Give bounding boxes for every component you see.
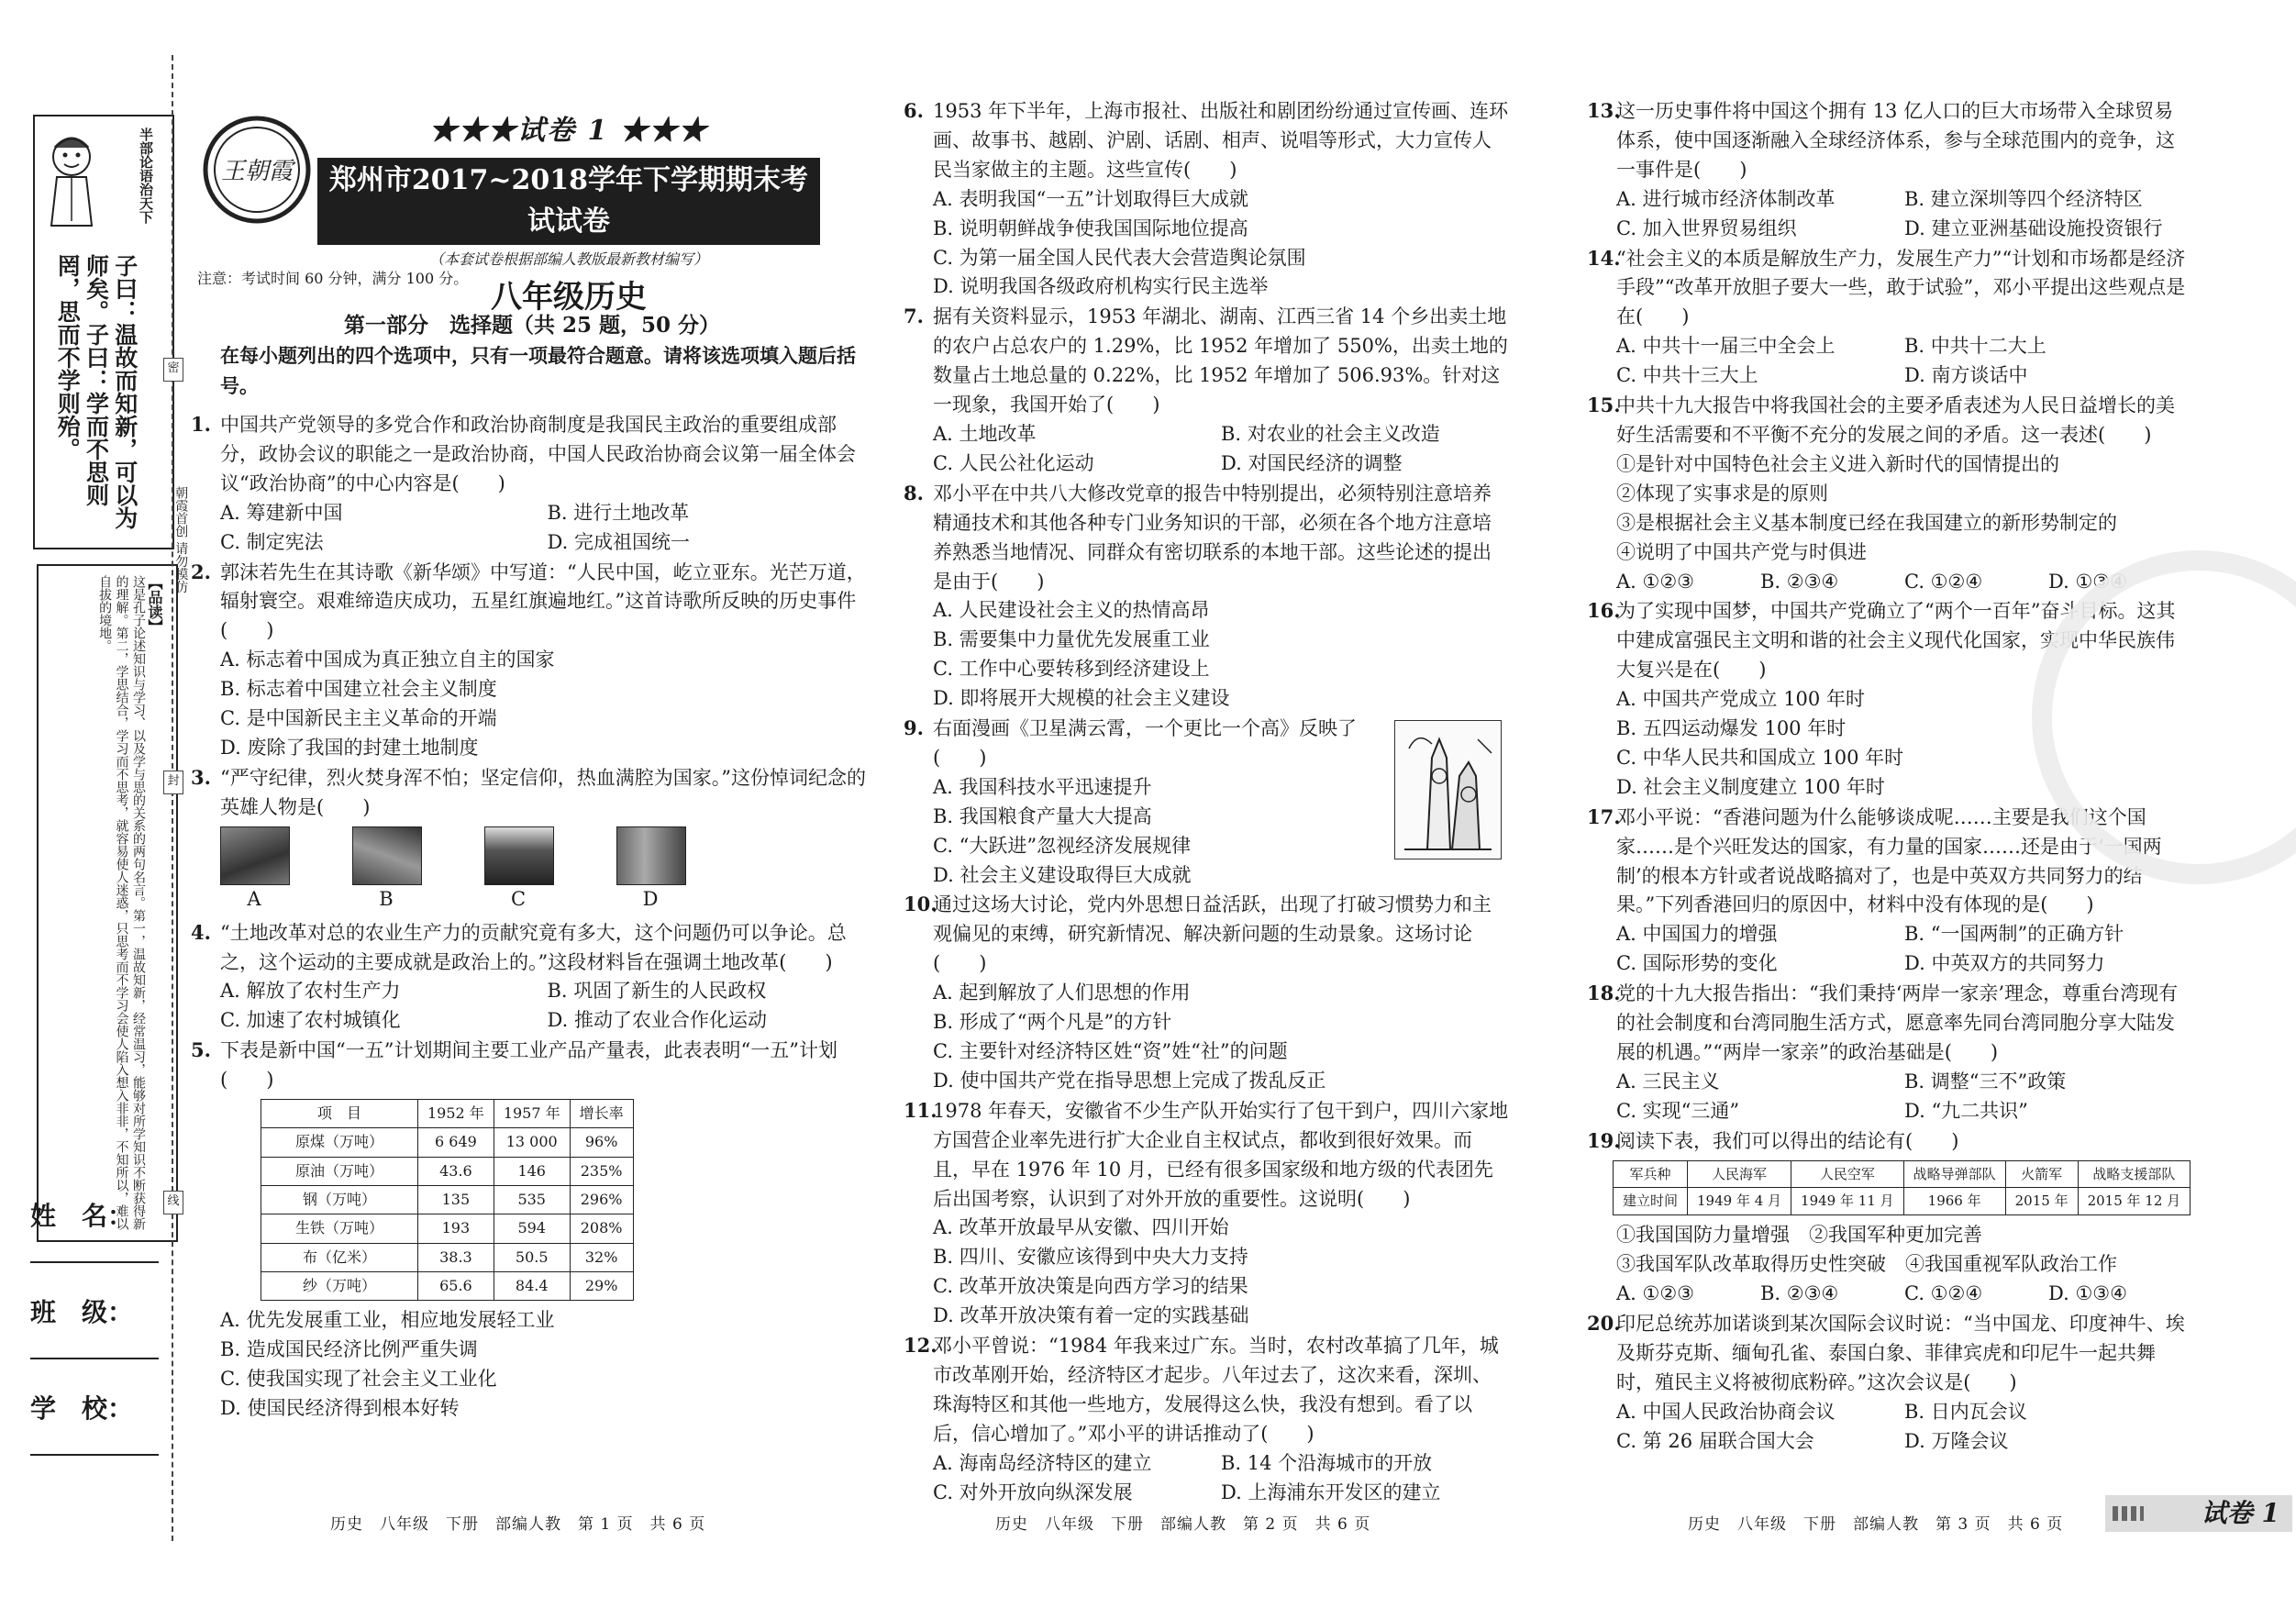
seal-mark: 线 bbox=[163, 1191, 183, 1214]
option-d[interactable]: D. ①③④ bbox=[2048, 1282, 2127, 1305]
exam-notice: 注意：考试时间 60 分钟，满分 100 分。 bbox=[197, 270, 469, 287]
option-a[interactable]: A. 海南岛经济特区的建立 bbox=[933, 1451, 1152, 1474]
question-15: 15.中共十九大报告中将我国社会的主要矛盾表述为人民日益增长的美好生活需要和不平衡不充分的发展之间的矛盾。这一表述( ) bbox=[1587, 394, 2175, 446]
question-10: 10.通过这场大讨论，党内外思想日益活跃，出现了打破习惯势力和主观偏见的束缚，研究新情况、解决新问题的生动景象。这场讨论( ) bbox=[904, 893, 1492, 975]
page-footer-2: 历史 八年级 下册 部编人教 第 2 页 共 6 页 bbox=[995, 1515, 1371, 1534]
paper-tag: 试卷 1 bbox=[2105, 1495, 2292, 1532]
name-label: 姓 名： bbox=[30, 1201, 134, 1231]
options bbox=[191, 499, 874, 558]
half-badge bbox=[40, 124, 154, 243]
school-field[interactable] bbox=[30, 1390, 159, 1486]
question-1: 1. 中国共产党领导的多党合作和政治协商制度是我国民主政治的重要组成部分，政协会议的职能之一是政治协商，中国人民政治协商会议第一届全体会议“政治协商”的中心内容是( ) bbox=[191, 413, 856, 494]
question-11: 11.1978 年春天，安徽省不少生产队开始实行了包干到户，四川六家地方国营企业率先进行扩大企业自主权试点，都收到很好效果。而且，早在 1976 年 10 月，已经有很多国家级和地方级的代表团先后出国考察，认识到了对外开放的重要性。这说明( ) bbox=[904, 1098, 1509, 1210]
option-a[interactable]: A. 三民主义 bbox=[1616, 1070, 1720, 1092]
option-c[interactable]: C. 第 26 届联合国大会 bbox=[1616, 1429, 1814, 1452]
question-18: 18.党的十九大报告指出：“我们秉持‘两岸一家亲’理念，尊重台湾现有的社会制度和台湾同胞生活方式，愿意率先同台湾同胞分享大陆发展的机遇。”“两岸一家亲”的政治基础是( ) bbox=[1587, 981, 2179, 1063]
school-label: 学 校： bbox=[30, 1393, 134, 1424]
exam-title: 郑州市2017~2018学年下学期期末考试试卷 bbox=[317, 158, 820, 245]
hero-photo-d bbox=[616, 826, 686, 885]
option-c[interactable]: C. 制定宪法 bbox=[220, 530, 324, 553]
question-13: 13.这一历史事件将中国这个拥有 13 亿人口的巨大市场带入全球贸易体系，使中国逐渐融入全球经济体系，参与全球范围内的竞争，这一事件是( ) bbox=[1587, 99, 2175, 181]
part-title: 第一部分 选择题（共 25 题，50 分） bbox=[343, 313, 721, 338]
option-b[interactable]: B. 说明朝鲜战争使我国国际地位提高 bbox=[933, 216, 1248, 239]
table-row: 原煤（万吨） 6 649 13 000 96% bbox=[261, 1128, 634, 1157]
question-2: 2. 郭沫若先生在其诗歌《新华颂》中写道：“人民中国，屹立亚东。光芒万道，辐射寰空。艰难缔造庆成功，五星红旗遍地红。”这首诗歌所反映的历史事件( ) bbox=[191, 560, 866, 642]
statement-2: ②体现了实事求是的原则 bbox=[1616, 482, 1828, 505]
table-row: 建立时间 1949 年 4 月 1949 年 11 月 1966 年 2015 年 2015 年 12 月 bbox=[1614, 1188, 2191, 1215]
option-a[interactable]: A. 表明我国“一五”计划取得巨大成就 bbox=[933, 187, 1248, 210]
part-instruction: 在每小题列出的四个选项中，只有一项最符合题意。请将该选项填入题后括号。 bbox=[220, 344, 856, 397]
option-d[interactable]: D. 建立亚洲基础设施投资银行 bbox=[1904, 216, 2163, 239]
options bbox=[904, 596, 1509, 714]
question-17: 17.邓小平说：“香港问题为什么能够谈成呢……主要是我们这个国家……是个兴旺发达的国家，有力量的国家……还是由于‘一国两制’的根本方针或者说战略搞对了，也是中英双方共同努力的结果。”下列香港回归的原因中，材料中没有体现的是( ) bbox=[1587, 804, 2162, 916]
option-a[interactable]: A. 中国共产党成立 100 年时 bbox=[1616, 688, 1865, 711]
option-b[interactable]: B. 标志着中国建立社会主义制度 bbox=[220, 678, 497, 701]
statement-1: ①是针对中国特色社会主义进入新时代的国情提出的 bbox=[1616, 452, 2059, 475]
option-c[interactable]: C. 工作中心要转移到经济建设上 bbox=[933, 658, 1210, 681]
class-label: 班 级： bbox=[30, 1297, 134, 1327]
option-c[interactable]: C. 使我国实现了社会主义工业化 bbox=[220, 1368, 497, 1391]
brand-logo-icon bbox=[197, 110, 316, 229]
dots-icon bbox=[2113, 1506, 2144, 1521]
subject-title: 八年级历史 bbox=[491, 279, 647, 316]
option-b[interactable]: B. 日内瓦会议 bbox=[1904, 1400, 2027, 1423]
options bbox=[904, 979, 1509, 1096]
question-7: 7. 据有关资料显示，1953 年湖北、湖南、江西三省 14 个乡出卖土地的农户占总农户的 1.29%，比 1952 年增加了 550%，出卖土地的数量占土地总量的 0.22%，比 1952 年增加了 506.93%。针对这一现象，我国开始了( ) bbox=[904, 305, 1508, 416]
option-a[interactable]: A. 中国人民政治协商会议 bbox=[1616, 1400, 1836, 1423]
option-d[interactable]: D. 推动了农业合作化运动 bbox=[547, 1009, 767, 1032]
option-c[interactable]: C. ①②④ bbox=[1904, 570, 1983, 593]
question-6: 6. 1953 年下半年，上海市报社、出版社和剧团纷纷通过宣传画、连环画、故事书、越剧、沪剧、话剧、相声、说唱等形式，大力宣传人民当家做主的主题。这些宣传( ) bbox=[904, 99, 1509, 181]
table-row: 生铁（万吨） 193 594 208% bbox=[261, 1214, 634, 1243]
option-b[interactable]: B. 对农业的社会主义改造 bbox=[1221, 422, 1440, 445]
brand-name: 王朝霞 bbox=[220, 158, 294, 185]
paper-header bbox=[312, 110, 826, 316]
option-b[interactable]: B. 需要集中力量优先发展重工业 bbox=[933, 628, 1210, 651]
option-d[interactable]: D. 使中国共产党在指导思想上完成了拨乱反正 bbox=[933, 1069, 1326, 1092]
statement-3: ③是根据社会主义基本制度已经在我国建立的新形势制定的 bbox=[1616, 511, 2117, 534]
options bbox=[191, 646, 874, 763]
option-b[interactable]: B. 我国粮食产量大大提高 bbox=[933, 804, 1152, 827]
option-a[interactable]: A. 中国国力的增强 bbox=[1616, 923, 1778, 946]
page-footer-1: 历史 八年级 下册 部编人教 第 1 页 共 6 页 bbox=[330, 1515, 706, 1534]
statement-row: ③我国军队改革取得历史性突破 ④我国重视军队政治工作 bbox=[1616, 1253, 2117, 1276]
option-b[interactable]: B. 形成了“两个凡是”的方针 bbox=[933, 1011, 1172, 1034]
option-d[interactable]: D. 完成祖国统一 bbox=[547, 530, 690, 553]
option-b[interactable]: B. 造成国民经济比例严重失调 bbox=[220, 1338, 478, 1361]
statement-4: ④说明了中国共产党与时俱进 bbox=[1616, 540, 1867, 563]
table-row: 布（亿米） 38.3 50.5 32% bbox=[261, 1243, 634, 1271]
option-b[interactable]: B. 建立深圳等四个经济特区 bbox=[1904, 187, 2143, 210]
option-b[interactable]: B. 进行土地改革 bbox=[547, 501, 690, 524]
option-d[interactable]: D. 社会主义建设取得巨大成就 bbox=[933, 863, 1192, 886]
question-16: 16.为了实现中国梦，中国共产党确立了“两个一百年”奋斗目标。这其中建成富强民主文明和谐的社会主义现代化国家，实现中华民族伟大复兴是在( ) bbox=[1587, 599, 2176, 682]
photo-option-c[interactable]: C bbox=[484, 826, 552, 915]
options bbox=[1587, 1398, 2192, 1457]
option-c[interactable]: C. 实现“三通” bbox=[1616, 1099, 1740, 1122]
option-c[interactable]: C. 加速了农村城镇化 bbox=[220, 1009, 401, 1032]
statement-row: ①我国国防力量增强 ②我国军种更加完善 bbox=[1616, 1224, 1982, 1247]
option-a[interactable]: A. 我国科技水平迅速提升 bbox=[933, 775, 1152, 798]
hero-photo-a bbox=[220, 826, 290, 885]
seal-mark: 密 bbox=[163, 358, 183, 382]
option-d[interactable]: D. “九二共识” bbox=[1904, 1099, 2028, 1122]
option-b[interactable]: B. 巩固了新生的人民政权 bbox=[547, 980, 767, 1003]
option-a[interactable]: A. 进行城市经济体制改革 bbox=[1616, 187, 1836, 210]
option-c[interactable]: C. ①②④ bbox=[1904, 1282, 1983, 1305]
option-a[interactable]: A. 标志着中国成为真正独立自主的国家 bbox=[220, 649, 555, 671]
commentary-text: 这是孔子论述知识与学习、以及学与思的关系的两句名言。第一，温故知新，经常温习，能够对所学知识不断获得新的理解。第二，学思结合，学习而不思考，就容易使人迷惑，只思考而不学习会使人陷入想入非非，不知所以，难以自拔的境地。 bbox=[97, 575, 146, 1230]
option-c[interactable]: C. 改革开放决策是向西方学习的结果 bbox=[933, 1275, 1248, 1298]
page-footer-3: 历史 八年级 下册 部编人教 第 3 页 共 6 页 bbox=[1688, 1515, 2064, 1534]
military-table: 军兵种 人民海军 人民空军 战略导弹部队 火箭军 战略支援部队 建立时间 1949 年 4 月 1949 年 11 月 1966 年 2015 年 2015 年 12 月 bbox=[1613, 1160, 2191, 1216]
option-b[interactable]: B. 四川、安徽应该得到中央大力支持 bbox=[933, 1246, 1248, 1269]
options bbox=[904, 185, 1509, 303]
exam-subtitle: （本套试卷根据部编人教版最新教材编写） bbox=[428, 250, 708, 268]
option-b[interactable]: B. 五四运动爆发 100 年时 bbox=[1616, 717, 1847, 740]
hero-photo-c bbox=[484, 826, 554, 885]
option-d[interactable]: D. 废除了我国的封建土地制度 bbox=[220, 736, 479, 759]
option-b[interactable]: B. 调整“三不”政策 bbox=[1904, 1070, 2067, 1092]
option-c[interactable]: C. 为第一届全国人民代表大会营造舆论氛围 bbox=[933, 246, 1306, 269]
copyright-label: 朝霞首创 请勿模仿 bbox=[173, 486, 189, 593]
option-d[interactable]: D. 中英双方的共同努力 bbox=[1904, 952, 2105, 975]
question-20: 20.印尼总统苏加诺谈到某次国际会议时说：“当中国龙、印度神牛、埃及斯芬克斯、缅甸孔雀、泰国白象、菲律宾虎和印尼牛一起共舞时，殖民主义将被彻底粉碎。”这次会议是( ) bbox=[1587, 1311, 2185, 1393]
photo-option-d[interactable]: D bbox=[616, 826, 684, 915]
production-table: 项 目 1952 年 1957 年 增长率 原煤（万吨） 6 649 13 000 96% 原油（万吨） 43.6 146 235% 钢（万吨） 135 535 296% 生铁（万吨） 193 594 208% 布（亿米） 38.3 50.5 32% 纱（万吨） 65.6 84.4 29% bbox=[261, 1099, 634, 1301]
option-d[interactable]: D. 使国民经济得到根本好转 bbox=[220, 1396, 460, 1419]
photo-options bbox=[191, 826, 874, 915]
motto-box bbox=[33, 115, 174, 549]
paper-number: ★★★试卷 1 ★★★ bbox=[429, 115, 708, 147]
half-quote: 半部论语治天下 bbox=[138, 128, 154, 224]
option-b[interactable]: B. 中共十二大上 bbox=[1904, 335, 2046, 358]
option-c[interactable]: C. 对外开放向纵深发展 bbox=[933, 1481, 1133, 1503]
option-a[interactable]: A. 解放了农村生产力 bbox=[220, 980, 401, 1003]
options bbox=[191, 977, 874, 1036]
statements bbox=[1587, 1221, 2192, 1309]
photo-option-b[interactable]: B bbox=[352, 826, 420, 915]
option-d[interactable]: D. 上海浦东开发区的建立 bbox=[1221, 1481, 1441, 1503]
commentary-box bbox=[37, 564, 178, 1242]
motto-text: 子曰：温故而知新，可以为师矣。子曰：学而不思则罔，思而不学则殆。 bbox=[54, 254, 139, 529]
question-19: 19.阅读下表，我们可以得出的结论有( ) bbox=[1587, 1128, 1959, 1152]
options bbox=[191, 1306, 874, 1424]
option-d[interactable]: D. 改革开放决策有着一定的实践基础 bbox=[933, 1304, 1249, 1327]
options bbox=[904, 1449, 1509, 1508]
table-row: 纱（万吨） 65.6 84.4 29% bbox=[261, 1271, 634, 1300]
options bbox=[1587, 1068, 2192, 1126]
option-c[interactable]: C. 中共十三大上 bbox=[1616, 364, 1758, 387]
cut-line bbox=[172, 55, 173, 1541]
options bbox=[904, 420, 1509, 479]
option-a[interactable]: A. 起到解放了人们思想的作用 bbox=[933, 981, 1191, 1004]
option-a[interactable]: A. ①②③ bbox=[1616, 570, 1694, 593]
option-a[interactable]: A. 优先发展重工业，相应地发展轻工业 bbox=[220, 1309, 555, 1332]
student-info-form bbox=[30, 1197, 159, 1486]
option-d[interactable]: D. 说明我国各级政府机构实行民主选举 bbox=[933, 275, 1269, 298]
seal-mark: 封 bbox=[163, 771, 183, 794]
option-a[interactable]: A. ①②③ bbox=[1616, 1282, 1694, 1305]
option-b[interactable]: B. “一国两制”的正确方针 bbox=[1904, 923, 2124, 946]
option-c[interactable]: C. 国际形势的变化 bbox=[1616, 952, 1778, 975]
question-3: 3. “严守纪律，烈火焚身浑不怕；坚定信仰，热血满腔为国家。”这份悼词纪念的英雄人物是( ) bbox=[191, 765, 866, 818]
option-c[interactable]: C. 人民公社化运动 bbox=[933, 451, 1094, 474]
confucius-cartoon-icon bbox=[44, 129, 99, 230]
option-d[interactable]: D. ①③④ bbox=[2048, 570, 2127, 593]
option-a[interactable]: A. 土地改革 bbox=[933, 422, 1037, 445]
option-b[interactable]: B. ②③④ bbox=[1760, 570, 1839, 593]
option-d[interactable]: D. 即将展开大规模的社会主义建设 bbox=[933, 687, 1230, 710]
options bbox=[1587, 920, 2192, 979]
options bbox=[1587, 185, 2192, 244]
class-field[interactable] bbox=[30, 1293, 159, 1390]
option-c[interactable]: C. “大跃进”忽视经济发展规律 bbox=[933, 834, 1192, 857]
option-d[interactable]: D. 南方谈话中 bbox=[1904, 364, 2028, 387]
photo-option-a[interactable]: A bbox=[220, 826, 288, 915]
option-a[interactable]: A. 改革开放最早从安徽、四川开始 bbox=[933, 1216, 1229, 1239]
table-row: 原油（万吨） 43.6 146 235% bbox=[261, 1157, 634, 1185]
option-d[interactable]: D. 对国民经济的调整 bbox=[1221, 451, 1403, 474]
option-c[interactable]: C. 主要针对经济特区姓“资”姓“社”的问题 bbox=[933, 1040, 1288, 1062]
question-8: 8. 邓小平在中共八大修改党章的报告中特别提出，必须特别注意培养精通技术和其他各种专门业务知识的干部，必须在各个地方注意培养熟悉当地情况、同群众有密切联系的本地干部。这些论述的提出是由于( ) bbox=[904, 481, 1492, 593]
option-d[interactable]: D. 万隆会议 bbox=[1904, 1429, 2009, 1452]
option-c[interactable]: C. 中华人民共和国成立 100 年时 bbox=[1616, 746, 1904, 769]
options bbox=[1587, 332, 2192, 391]
option-a[interactable]: A. 筹建新中国 bbox=[220, 501, 343, 524]
option-c[interactable]: C. 加入世界贸易组织 bbox=[1616, 216, 1797, 239]
question-12: 12.邓小平曾说：“1984 年我来过广东。当时，农村改革搞了几年，城市改革刚开始，经济特区才起步。八年过去了，这次来看，深圳、珠海特区和其他一些地方，发展得这么快，我没有想到。看了以后，信心增加了。”邓小平的讲话推动了( ) bbox=[904, 1334, 1499, 1445]
statements bbox=[1587, 450, 2192, 597]
option-a[interactable]: A. 中共十一届三中全会上 bbox=[1616, 335, 1836, 358]
options bbox=[904, 1214, 1509, 1331]
hero-photo-b bbox=[352, 826, 422, 885]
question-4: 4. “土地改革对总的农业生产力的贡献究竟有多大，这个问题仍可以争论。总之，这个运动的主要成就是政治上的。”这段材料旨在强调土地改革( ) bbox=[191, 920, 847, 973]
option-a[interactable]: A. 人民建设社会主义的热情高昂 bbox=[933, 599, 1210, 622]
question-14: 14.“社会主义的本质是解放生产力，发展生产力”“计划和市场都是经济手段”“改革开放胆子要大一些，敢于试验”，邓小平提出这些观点是在( ) bbox=[1587, 246, 2186, 328]
commentary-title: 【品读】 bbox=[146, 575, 163, 634]
questions-column-1 bbox=[191, 410, 874, 1424]
option-d[interactable]: D. 社会主义制度建立 100 年时 bbox=[1616, 775, 1885, 798]
question-5: 5. 下表是新中国“一五”计划期间主要工业产品产量表，此表表明“一五”计划( ) bbox=[191, 1038, 837, 1092]
option-c[interactable]: C. 是中国新民主主义革命的开端 bbox=[220, 707, 497, 730]
satellite-cartoon-icon bbox=[1394, 720, 1502, 859]
name-field[interactable] bbox=[30, 1197, 159, 1293]
table-row: 钢（万吨） 135 535 296% bbox=[261, 1185, 634, 1214]
question-9: 9. 右面漫画《卫星满云霄，一个更比一个高》反映了( ) bbox=[904, 716, 1357, 769]
option-b[interactable]: B. ②③④ bbox=[1760, 1282, 1839, 1305]
option-b[interactable]: B. 14 个沿海城市的开放 bbox=[1221, 1451, 1433, 1474]
